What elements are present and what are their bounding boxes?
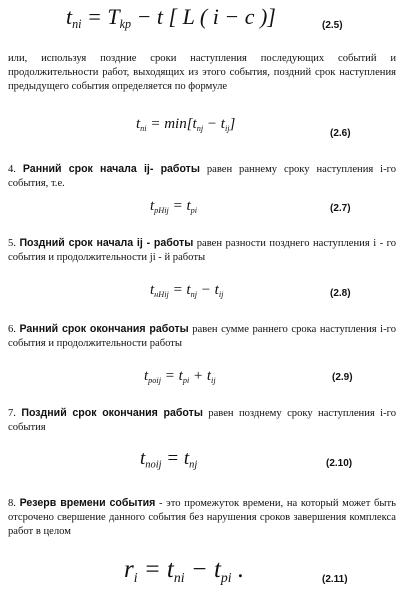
eq-lhs: t: [150, 282, 155, 298]
eq-lhs: t: [144, 368, 149, 384]
equation-number-2-7: (2.7): [330, 203, 351, 214]
term-body: равен разности позднего наступления i - го события и продолжительности ji - й работы: [8, 238, 396, 263]
eq-rhs: = t: [172, 198, 191, 214]
eq-sub: ni: [140, 123, 147, 133]
eq-lhs: r: [124, 556, 134, 583]
paragraph-intro: или, используя поздние сроки наступления последующих событий и продолжительности работ, выходящих из этого события, поздний срок наступления предыдущего события определяется по формуле: [8, 53, 396, 92]
eq-lhs: t: [66, 4, 73, 29]
equation-number-2-10: (2.10): [326, 458, 353, 469]
equation-2-6: [136, 116, 235, 133]
equation-2-8: [150, 282, 223, 299]
eq-sub: ij: [218, 289, 224, 299]
eq-sub: noij: [145, 459, 162, 471]
term-heading: Резерв времени события: [19, 497, 156, 509]
eq-sub: i: [133, 569, 138, 585]
paragraph-5: [8, 236, 396, 265]
eq-sub: ij: [211, 375, 216, 385]
eq-sub: нHij: [154, 289, 169, 299]
term-body: равен сумме раннего срока наступления i-го события и продолжительности работы: [8, 324, 396, 349]
eq-sub: pi: [190, 205, 198, 215]
paragraph-7: [8, 406, 396, 435]
term-body: равен позднему сроку наступления i-го события: [8, 408, 397, 433]
eq-rhs: = t: [166, 448, 190, 469]
equation-number-2-9: (2.9): [332, 372, 353, 383]
eq-rhs: = t: [143, 556, 174, 583]
eq-sub: nj: [189, 459, 198, 471]
eq-tail: − t: [203, 116, 225, 132]
eq-sub: kp: [119, 17, 132, 32]
eq-sub: poij: [148, 375, 162, 385]
term-body: - это промежуток времени, на который может быть отсрочено свершение данного события без нарушения сроков завершения комплекса работ в целом: [8, 498, 396, 537]
eq-rhs: = t: [164, 368, 183, 384]
term-heading: Поздний срок окончания работы: [21, 407, 203, 419]
eq-rhs: = min: [150, 116, 187, 132]
term-body: равен раннему сроку наступления i-го события, т.е.: [8, 164, 396, 189]
equation-number-2-6: (2.6): [330, 128, 351, 139]
term-heading: Ранний срок начала ij- работы: [22, 163, 200, 175]
equation-2-10: [140, 448, 197, 471]
term-heading: Ранний срок окончания работы: [19, 323, 189, 335]
eq-tail: [t: [186, 116, 197, 132]
eq-rhs: = T: [87, 4, 120, 29]
paragraph-6: [8, 322, 396, 351]
eq-sub: ni: [173, 569, 185, 585]
equation-number-2-8: (2.8): [330, 288, 351, 299]
eq-sub: nj: [196, 123, 204, 133]
eq-tail: − t [ L ( i − c )]: [136, 4, 276, 29]
eq-tail: − t: [197, 282, 219, 298]
equation-2-11: [124, 556, 244, 586]
eq-lhs: t: [150, 198, 155, 214]
equation-2-9: [144, 368, 216, 385]
eq-rhs: = t: [172, 282, 191, 298]
equation-number-2-11: (2.11): [322, 574, 348, 585]
equation-number-2-5: (2.5): [322, 20, 343, 31]
item-number: 8.: [8, 498, 16, 509]
eq-sub: ij: [224, 123, 230, 133]
item-number: 5.: [8, 238, 16, 249]
term-heading: Поздний срок начала ij - работы: [19, 237, 194, 249]
item-number: 4.: [8, 164, 16, 175]
equation-2-7: [150, 198, 197, 215]
paragraph-8: [8, 496, 396, 539]
eq-tail: .: [231, 556, 245, 583]
eq-sub: nj: [190, 289, 198, 299]
eq-tail: ]: [229, 116, 236, 132]
eq-lhs: t: [136, 116, 141, 132]
paragraph-4: [8, 162, 396, 191]
eq-sub: pi: [220, 569, 232, 585]
eq-sub: ni: [72, 17, 82, 32]
eq-sub: pHij: [154, 205, 169, 215]
item-number: 7.: [8, 408, 16, 419]
eq-tail: − t: [184, 556, 221, 583]
eq-lhs: t: [140, 448, 146, 469]
eq-tail: + t: [189, 368, 212, 384]
eq-sub: pi: [182, 375, 190, 385]
equation-2-5: [66, 4, 276, 32]
item-number: 6.: [8, 324, 16, 335]
